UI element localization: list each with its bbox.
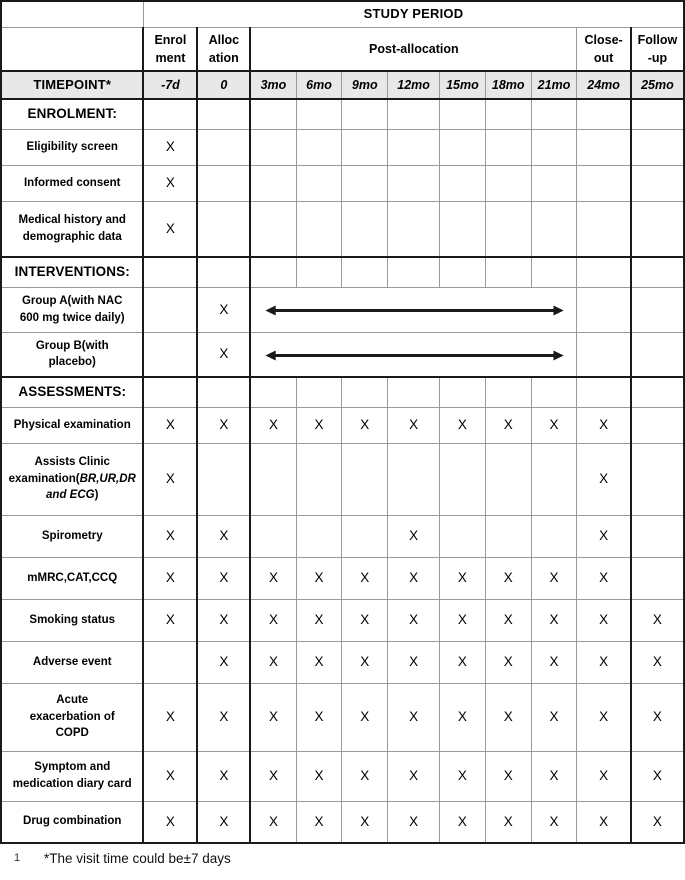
cell-group-a-24mo <box>577 287 631 332</box>
cell-spirometry-3mo <box>250 515 296 557</box>
cell-symptom-diary-0: X <box>197 751 250 801</box>
cell-drug-combination-15mo: X <box>440 801 486 843</box>
cell-blank <box>577 257 631 287</box>
header-row-timepoint <box>1 71 684 99</box>
cell-group-b-0: X <box>197 332 250 377</box>
cell-acute-exacerbation-6mo: X <box>296 683 342 751</box>
header-enrolment-line1: Enrol <box>154 32 187 47</box>
cell-eligibility-screen-21mo <box>531 129 577 165</box>
cell-adverse-event-21mo: X <box>531 641 577 683</box>
row-label-group-a-line1: Group A(with NAC <box>21 294 123 307</box>
header-allocation-line1: Alloc <box>208 32 240 47</box>
row-label-drug-combination: Drug combination <box>1 801 143 843</box>
cell-medical-history-21mo <box>531 201 577 257</box>
cell-spirometry-12mo: X <box>388 515 440 557</box>
row-label-symptom-diary-line1: Symptom and <box>34 761 111 774</box>
cell-smoking-status-12mo: X <box>388 599 440 641</box>
cell-assists-clinic-0 <box>197 443 250 515</box>
row-label-acute-exacerbation-line3: COPD <box>55 727 89 740</box>
cell-informed-consent-25mo <box>631 165 684 201</box>
cell-informed-consent-12mo <box>388 165 440 201</box>
header-closeout <box>577 27 631 71</box>
cell-blank <box>531 377 577 407</box>
header-row-study-period <box>1 1 684 27</box>
cell-drug-combination-12mo: X <box>388 801 440 843</box>
row-label-eligibility-screen: Eligibility screen <box>1 129 143 165</box>
cell-eligibility-screen-24mo <box>577 129 631 165</box>
cell-assists-clinic-12mo <box>388 443 440 515</box>
cell-physical-examination-15mo: X <box>440 407 486 443</box>
table-row <box>1 641 684 683</box>
cell-spirometry-0: X <box>197 515 250 557</box>
cell-mmrc-24mo: X <box>577 557 631 599</box>
cell-group-b-24mo <box>577 332 631 377</box>
footnote-text: *The visit time could be±7 days <box>44 851 231 866</box>
cell-blank <box>197 377 250 407</box>
cell-mmrc-3mo: X <box>250 557 296 599</box>
footnote-line-number: 1 <box>14 852 21 864</box>
cell-adverse-event-9mo: X <box>342 641 388 683</box>
cell-smoking-status-21mo: X <box>531 599 577 641</box>
cell-eligibility-screen-0 <box>197 129 250 165</box>
cell-medical-history-0 <box>197 201 250 257</box>
cell-acute-exacerbation-18mo: X <box>485 683 531 751</box>
cell-physical-examination-12mo: X <box>388 407 440 443</box>
cell-mmrc-25mo <box>631 557 684 599</box>
section-header-interventions: INTERVENTIONS: <box>1 257 143 287</box>
cell-informed-consent-15mo <box>440 165 486 201</box>
cell-eligibility-screen-25mo <box>631 129 684 165</box>
cell-blank <box>296 377 342 407</box>
cell-smoking-status-3mo: X <box>250 599 296 641</box>
cell-group-a-intervention-arrow <box>250 287 577 332</box>
cell-medical-history-3mo <box>250 201 296 257</box>
timepoint-col-25mo: 25mo <box>631 71 684 99</box>
cell-smoking-status-18mo: X <box>485 599 531 641</box>
cell-eligibility-screen-12mo <box>388 129 440 165</box>
cell-blank <box>485 377 531 407</box>
table-row <box>1 683 684 751</box>
table-row <box>1 557 684 599</box>
header-corner-blank <box>1 1 143 27</box>
cell-symptom-diary-6mo: X <box>296 751 342 801</box>
section-header-enrolment: ENROLMENT: <box>1 99 143 129</box>
cell-informed-consent-18mo <box>485 165 531 201</box>
cell-spirometry-9mo <box>342 515 388 557</box>
cell-mmrc-12mo: X <box>388 557 440 599</box>
cell-drug-combination-18mo: X <box>485 801 531 843</box>
cell-blank <box>631 377 684 407</box>
table-row <box>1 165 684 201</box>
cell-drug-combination-25mo: X <box>631 801 684 843</box>
cell-adverse-event-0: X <box>197 641 250 683</box>
cell-symptom-diary--7d: X <box>143 751 197 801</box>
row-label-assists-clinic-line2-pre: examination( <box>8 472 80 485</box>
table-row <box>1 515 684 557</box>
cell-acute-exacerbation-21mo: X <box>531 683 577 751</box>
row-label-medical-history <box>1 201 143 257</box>
row-label-group-a <box>1 287 143 332</box>
row-label-assists-clinic-line3-post: ) <box>94 489 99 502</box>
cell-mmrc-0: X <box>197 557 250 599</box>
cell-symptom-diary-24mo: X <box>577 751 631 801</box>
cell-adverse-event-15mo: X <box>440 641 486 683</box>
row-label-assists-clinic-line2 <box>2 471 142 488</box>
cell-medical-history-9mo <box>342 201 388 257</box>
cell-blank <box>296 257 342 287</box>
header-enrolment <box>143 27 197 71</box>
timepoint-col-6mo: 6mo <box>296 71 342 99</box>
header-closeout-line1: Close- <box>584 32 623 47</box>
cell-physical-examination--7d: X <box>143 407 197 443</box>
cell-smoking-status--7d: X <box>143 599 197 641</box>
cell-eligibility-screen-18mo <box>485 129 531 165</box>
cell-mmrc-9mo: X <box>342 557 388 599</box>
cell-blank <box>250 99 296 129</box>
cell-eligibility-screen-6mo <box>296 129 342 165</box>
cell-blank <box>388 257 440 287</box>
cell-group-a-0: X <box>197 287 250 332</box>
table-row <box>1 201 684 257</box>
row-label-acute-exacerbation-line1: Acute <box>56 693 89 706</box>
cell-assists-clinic-24mo: X <box>577 443 631 515</box>
cell-spirometry-25mo <box>631 515 684 557</box>
table-row <box>1 751 684 801</box>
cell-symptom-diary-15mo: X <box>440 751 486 801</box>
row-label-assists-clinic-line2-italic: BR,UR,DR <box>79 472 136 485</box>
cell-eligibility-screen-9mo <box>342 129 388 165</box>
cell-assists-clinic-3mo <box>250 443 296 515</box>
cell-medical-history-12mo <box>388 201 440 257</box>
cell-acute-exacerbation-24mo: X <box>577 683 631 751</box>
cell-acute-exacerbation-9mo: X <box>342 683 388 751</box>
cell-blank <box>250 257 296 287</box>
row-label-mmrc-cat-ccq: mMRC,CAT,CCQ <box>1 557 143 599</box>
phases-blank <box>1 27 143 71</box>
cell-assists-clinic-15mo <box>440 443 486 515</box>
cell-symptom-diary-12mo: X <box>388 751 440 801</box>
cell-adverse-event-25mo: X <box>631 641 684 683</box>
row-label-group-b-line2: placebo) <box>48 356 96 369</box>
timepoint-col-15mo: 15mo <box>440 71 486 99</box>
row-label-symptom-diary-line2: medication diary card <box>12 778 132 790</box>
cell-symptom-diary-18mo: X <box>485 751 531 801</box>
timepoint-col-0: 0 <box>197 71 250 99</box>
cell-smoking-status-25mo: X <box>631 599 684 641</box>
row-label-spirometry: Spirometry <box>1 515 143 557</box>
cell-assists-clinic-25mo <box>631 443 684 515</box>
cell-physical-examination-21mo: X <box>531 407 577 443</box>
header-followup-line2: -up <box>647 50 668 65</box>
cell-medical-history--7d: X <box>143 201 197 257</box>
cell-drug-combination-3mo: X <box>250 801 296 843</box>
cell-medical-history-24mo <box>577 201 631 257</box>
cell-blank <box>631 99 684 129</box>
cell-blank <box>342 257 388 287</box>
cell-symptom-diary-25mo: X <box>631 751 684 801</box>
cell-acute-exacerbation-3mo: X <box>250 683 296 751</box>
cell-drug-combination-0: X <box>197 801 250 843</box>
timepoint-col-3mo: 3mo <box>250 71 296 99</box>
cell-mmrc-15mo: X <box>440 557 486 599</box>
cell-acute-exacerbation-15mo: X <box>440 683 486 751</box>
table-row <box>1 801 684 843</box>
cell-blank <box>197 257 250 287</box>
cell-eligibility-screen-15mo <box>440 129 486 165</box>
timepoint-col-9mo: 9mo <box>342 71 388 99</box>
row-label-group-b-line1: Group B(with <box>35 339 109 352</box>
cell-blank <box>250 377 296 407</box>
cell-physical-examination-6mo: X <box>296 407 342 443</box>
row-label-group-a-line2: 600 mg twice daily) <box>19 311 125 324</box>
cell-medical-history-18mo <box>485 201 531 257</box>
section-header-assessments: ASSESSMENTS: <box>1 377 143 407</box>
cell-medical-history-6mo <box>296 201 342 257</box>
row-label-physical-examination: Physical examination <box>1 407 143 443</box>
cell-blank <box>296 99 342 129</box>
cell-spirometry-21mo <box>531 515 577 557</box>
cell-blank <box>577 99 631 129</box>
timepoint-col-24mo: 24mo <box>577 71 631 99</box>
table-row <box>1 332 684 377</box>
table-row <box>1 287 684 332</box>
header-row-phases <box>1 27 684 71</box>
cell-spirometry-24mo: X <box>577 515 631 557</box>
section-row-interventions <box>1 257 684 287</box>
cell-blank <box>342 377 388 407</box>
cell-spirometry-15mo <box>440 515 486 557</box>
cell-informed-consent-21mo <box>531 165 577 201</box>
cell-blank <box>143 377 197 407</box>
table-row <box>1 407 684 443</box>
timepoint-col-21mo: 21mo <box>531 71 577 99</box>
row-label-acute-exacerbation-line2: exacerbation of <box>29 710 115 723</box>
header-followup-line1: Follow <box>637 32 678 47</box>
cell-blank <box>388 377 440 407</box>
row-label-medical-history-line2: demographic data <box>22 230 122 243</box>
cell-acute-exacerbation-0: X <box>197 683 250 751</box>
cell-mmrc-21mo: X <box>531 557 577 599</box>
timepoint-col-18mo: 18mo <box>485 71 531 99</box>
cell-blank <box>631 257 684 287</box>
cell-symptom-diary-9mo: X <box>342 751 388 801</box>
cell-acute-exacerbation-25mo: X <box>631 683 684 751</box>
cell-physical-examination-3mo: X <box>250 407 296 443</box>
timepoint-col--7d: -7d <box>143 71 197 99</box>
row-label-group-b <box>1 332 143 377</box>
cell-physical-examination-9mo: X <box>342 407 388 443</box>
cell-informed-consent-6mo <box>296 165 342 201</box>
cell-spirometry--7d: X <box>143 515 197 557</box>
row-label-adverse-event: Adverse event <box>1 641 143 683</box>
cell-mmrc-6mo: X <box>296 557 342 599</box>
cell-physical-examination-24mo: X <box>577 407 631 443</box>
cell-blank <box>485 257 531 287</box>
row-label-medical-history-line1: Medical history and <box>18 214 126 227</box>
cell-adverse-event-18mo: X <box>485 641 531 683</box>
row-label-assists-clinic-line1: Assists Clinic <box>34 455 110 468</box>
cell-assists-clinic-9mo <box>342 443 388 515</box>
cell-assists-clinic-6mo <box>296 443 342 515</box>
cell-adverse-event-12mo: X <box>388 641 440 683</box>
cell-informed-consent-9mo <box>342 165 388 201</box>
cell-drug-combination-9mo: X <box>342 801 388 843</box>
cell-informed-consent-24mo <box>577 165 631 201</box>
cell-informed-consent--7d: X <box>143 165 197 201</box>
cell-adverse-event-6mo: X <box>296 641 342 683</box>
header-followup <box>631 27 684 71</box>
cell-blank <box>440 99 486 129</box>
cell-eligibility-screen--7d: X <box>143 129 197 165</box>
cell-assists-clinic-21mo <box>531 443 577 515</box>
cell-drug-combination-21mo: X <box>531 801 577 843</box>
cell-symptom-diary-21mo: X <box>531 751 577 801</box>
row-label-symptom-diary-card <box>1 751 143 801</box>
cell-blank <box>143 257 197 287</box>
cell-group-b--7d <box>143 332 197 377</box>
row-label-assists-clinic-line3-italic: and ECG <box>46 489 95 502</box>
cell-blank <box>440 377 486 407</box>
cell-informed-consent-3mo <box>250 165 296 201</box>
cell-group-a--7d <box>143 287 197 332</box>
cell-blank <box>577 377 631 407</box>
header-closeout-line2: out <box>593 50 614 65</box>
cell-smoking-status-9mo: X <box>342 599 388 641</box>
cell-physical-examination-0: X <box>197 407 250 443</box>
cell-drug-combination--7d: X <box>143 801 197 843</box>
table-row <box>1 129 684 165</box>
cell-eligibility-screen-3mo <box>250 129 296 165</box>
cell-smoking-status-24mo: X <box>577 599 631 641</box>
cell-adverse-event-3mo: X <box>250 641 296 683</box>
cell-acute-exacerbation-12mo: X <box>388 683 440 751</box>
cell-drug-combination-6mo: X <box>296 801 342 843</box>
cell-blank <box>388 99 440 129</box>
section-row-enrolment <box>1 99 684 129</box>
section-row-assessments <box>1 377 684 407</box>
table-row <box>1 443 684 515</box>
cell-blank <box>143 99 197 129</box>
cell-smoking-status-6mo: X <box>296 599 342 641</box>
cell-blank <box>531 99 577 129</box>
row-label-informed-consent: Informed consent <box>1 165 143 201</box>
header-post-allocation: Post-allocation <box>250 27 577 71</box>
cell-physical-examination-18mo: X <box>485 407 531 443</box>
group-a-duration-arrow-icon <box>251 288 576 332</box>
header-allocation <box>197 27 250 71</box>
study-period-header: STUDY PERIOD <box>143 1 684 27</box>
cell-drug-combination-24mo: X <box>577 801 631 843</box>
row-label-smoking-status: Smoking status <box>1 599 143 641</box>
cell-symptom-diary-3mo: X <box>250 751 296 801</box>
cell-acute-exacerbation--7d: X <box>143 683 197 751</box>
table-row <box>1 599 684 641</box>
group-b-duration-arrow-icon <box>251 333 576 377</box>
cell-group-b-intervention-arrow <box>250 332 577 377</box>
cell-blank <box>440 257 486 287</box>
header-allocation-line2: ation <box>208 50 239 65</box>
timepoint-col-12mo: 12mo <box>388 71 440 99</box>
header-enrolment-line2: ment <box>155 50 186 65</box>
cell-group-a-25mo <box>631 287 684 332</box>
cell-mmrc--7d: X <box>143 557 197 599</box>
cell-blank <box>342 99 388 129</box>
cell-medical-history-15mo <box>440 201 486 257</box>
cell-physical-examination-25mo <box>631 407 684 443</box>
timepoint-label: TIMEPOINT* <box>1 71 143 99</box>
cell-mmrc-18mo: X <box>485 557 531 599</box>
cell-adverse-event-24mo: X <box>577 641 631 683</box>
row-label-assists-clinic-line3 <box>2 487 142 504</box>
cell-assists-clinic-18mo <box>485 443 531 515</box>
cell-adverse-event--7d <box>143 641 197 683</box>
row-label-acute-exacerbation-copd <box>1 683 143 751</box>
cell-blank <box>485 99 531 129</box>
cell-smoking-status-0: X <box>197 599 250 641</box>
cell-group-b-25mo <box>631 332 684 377</box>
cell-blank <box>531 257 577 287</box>
cell-spirometry-18mo <box>485 515 531 557</box>
cell-informed-consent-0 <box>197 165 250 201</box>
row-label-assists-clinic-examination <box>1 443 143 515</box>
cell-blank <box>197 99 250 129</box>
cell-smoking-status-15mo: X <box>440 599 486 641</box>
cell-spirometry-6mo <box>296 515 342 557</box>
cell-assists-clinic--7d: X <box>143 443 197 515</box>
cell-medical-history-25mo <box>631 201 684 257</box>
